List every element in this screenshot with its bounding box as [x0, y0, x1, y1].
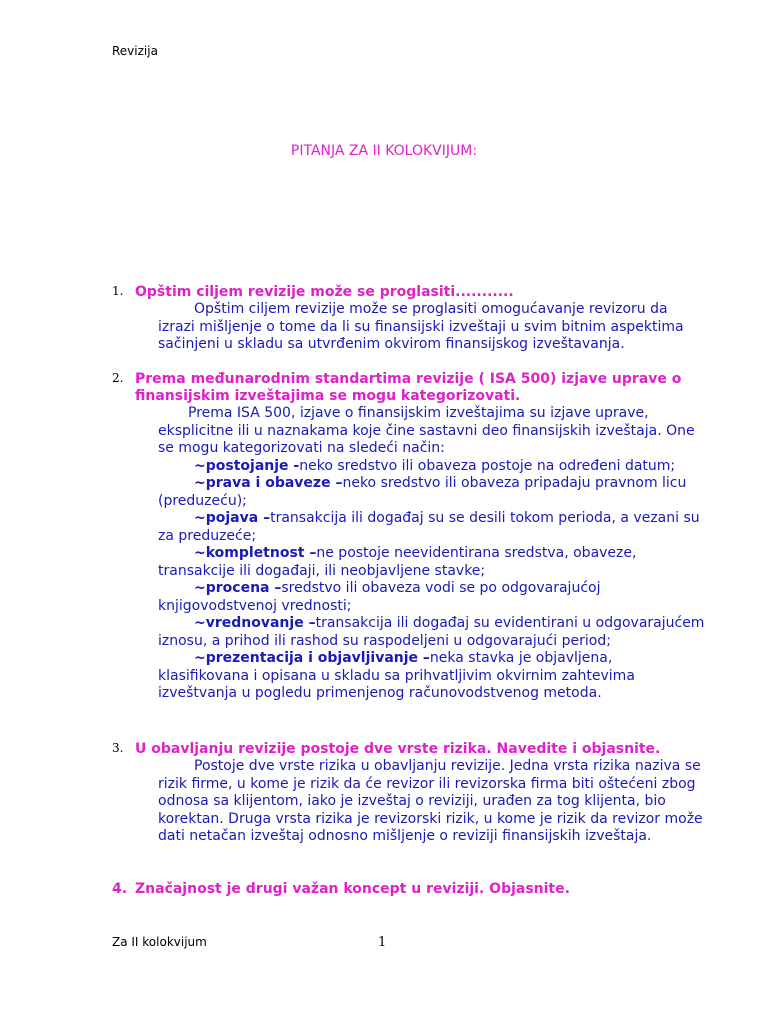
list-item: ~prezentacija i objavljivanje –neka stavka je objavljena, klasifikovana i opisana u skladu sa prihvatljivim okvirnim zahtevima izveštvanja u pogledu primenjenog računovodstvenog metoda. — [158, 650, 635, 701]
page-footer: Za II kolokvijum — [112, 935, 207, 949]
list-item: ~kompletnost –ne postoje neevidentirana sredstva, obaveze, transakcije ili događaji, ili neobjavljene stavke; — [158, 545, 637, 579]
question-text: U obavljanju revizije postoje dve vrste rizika. Navedite i objasnite. — [135, 741, 661, 757]
list-item: ~pojava –transakcija ili događaj su se desili tokom perioda, a vezani su za preduzeće; — [158, 510, 700, 544]
assertion-list — [158, 458, 706, 703]
question-4 — [112, 881, 712, 898]
page-number: 1 — [378, 935, 387, 950]
question-number: 2. — [112, 371, 124, 385]
answer-intro: Prema ISA 500, izjave o finansijskim izveštajima su izjave uprave, eksplicitne ili u naznakama koje čine sastavni deo finansijskih izveštaja. One se mogu kategorizovati na sledeći način: — [158, 405, 695, 456]
question-3 — [112, 741, 712, 846]
question-2 — [112, 371, 712, 703]
question-1 — [112, 284, 712, 354]
question-number: 4. — [112, 881, 128, 897]
answer-text: Postoje dve vrste rizika u obavljanju revizije. Jedna vrsta rizika naziva se rizik firme, u kome je rizik da će revizor ili revizorska firma biti oštećeni zbog odnosa sa klijentom, iako je izveštaj o reviziji, urađen za tog klijenta, bio korektan. Druga vrsta rizika je revizorski rizik, u kome je rizik da revizor može dati netačan izveštaj odnosno mišljenje o reviziji finansijskih izveštaja. — [158, 758, 703, 844]
list-item: ~prava i obaveze –neko sredstvo ili obaveza pripadaju pravnom licu (preduzeću); — [158, 475, 687, 509]
list-item: ~postojanje -neko sredstvo ili obaveza postoje na određeni datum; — [194, 457, 676, 474]
list-item: ~vrednovanje –transakcija ili događaj su evidentirani u odgovarajućem iznosu, a prihod ili rashod su raspodeljeni u odgovarajući period; — [158, 615, 705, 649]
question-number: 3. — [112, 741, 124, 755]
page-header: Revizija — [112, 44, 158, 58]
list-item: ~procena –sredstvo ili obaveza vodi se po odgovarajućoj knjigovodstvenoj vrednosti; — [158, 580, 601, 614]
question-text: Opštim ciljem revizije može se proglasiti........... — [135, 284, 514, 300]
question-text: Značajnost je drugi važan koncept u reviziji. Objasnite. — [135, 881, 570, 897]
question-text: Prema međunarodnim standartima revizije ( ISA 500) izjave uprave o finansijskim izveštajima se mogu kategorizovati. — [135, 371, 682, 404]
answer-text: Opštim ciljem revizije može se proglasiti omogućavanje revizoru da izrazi mišljenje o tome da li su finansijski izveštaji u svim bitnim aspektima sačinjeni u skladu sa utvrđenim okvirom finansijskog izveštavanja. — [158, 301, 684, 352]
question-number: 1. — [112, 284, 124, 298]
document-title: PITANJA ZA II KOLOKVIJUM: — [290, 143, 478, 159]
